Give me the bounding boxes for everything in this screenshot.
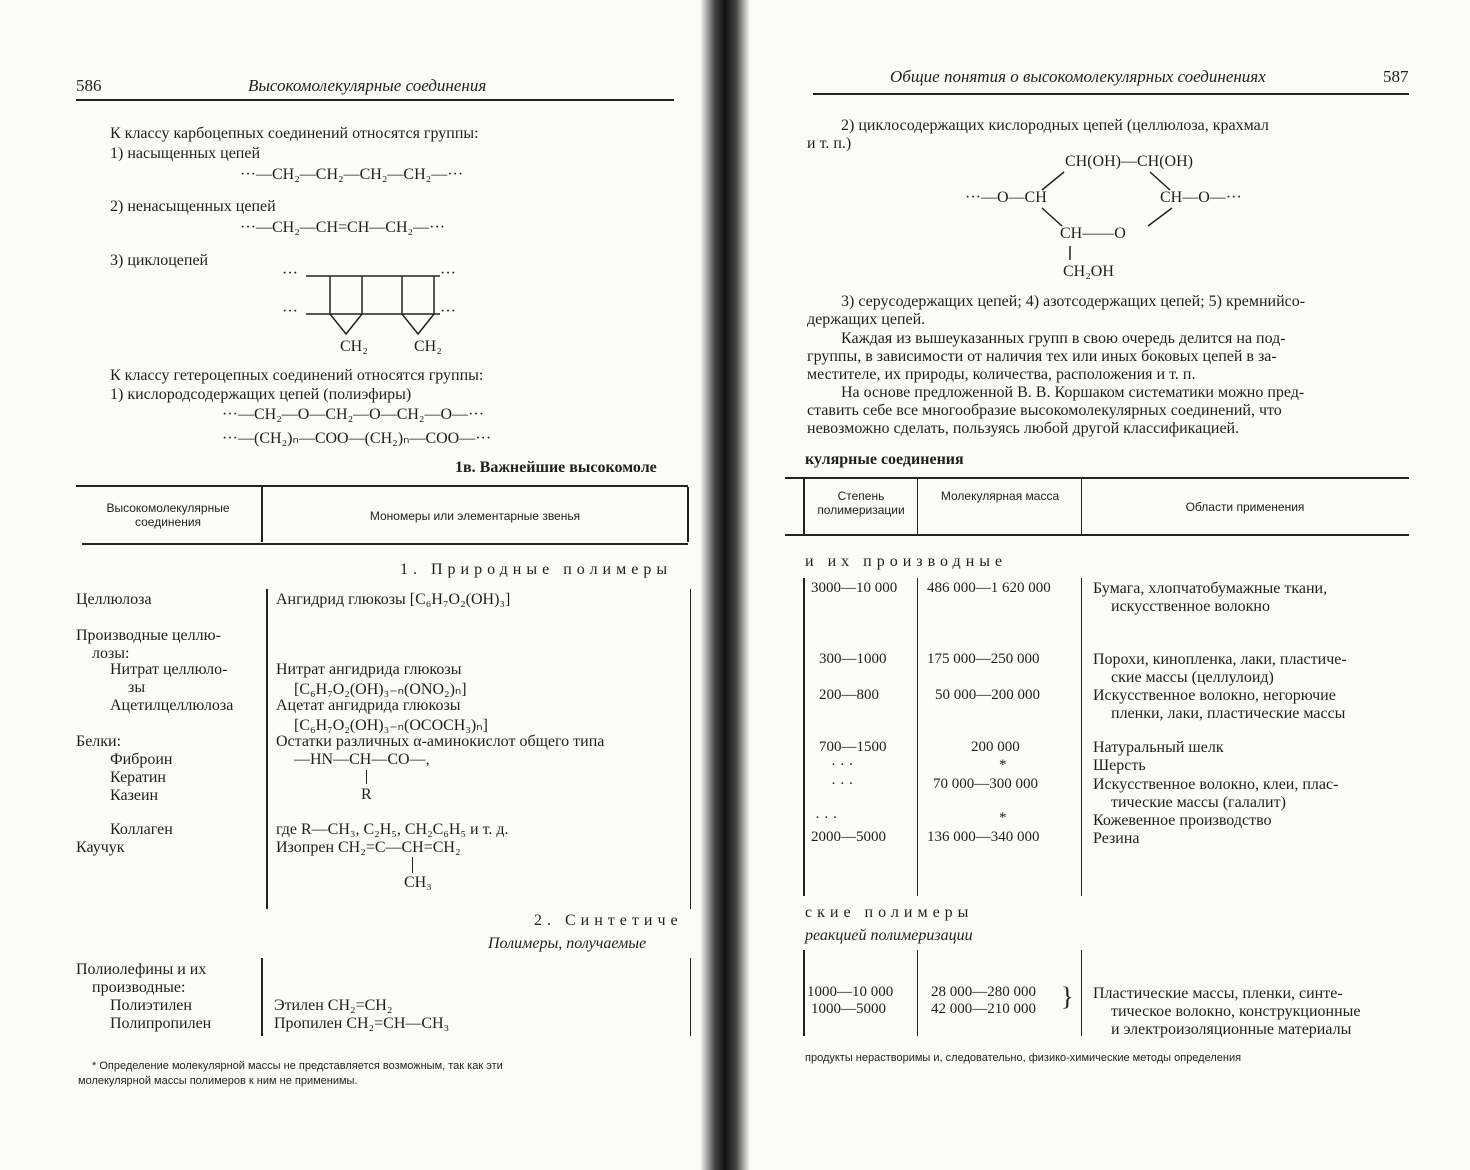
- col-divider: [803, 578, 805, 896]
- row-keratin: Кератин: [110, 769, 166, 786]
- col-divider: [266, 589, 268, 909]
- r8-application: Резина: [1093, 830, 1140, 847]
- col-header-mass: Молекулярная масса: [940, 489, 1060, 503]
- cyclo-ch2-left: CH₂: [340, 338, 368, 355]
- para-subgroups-line1: Каждая из вышеуказанных групп в свою очередь делится на под-: [841, 330, 1286, 347]
- r9-mass-pp: 42 000—210 000: [931, 1001, 1036, 1017]
- col-header-applications: Области применения: [1185, 500, 1305, 514]
- para-subgroups-line3: местителе, их природы, количества, расположения и т. п.: [807, 366, 1196, 383]
- r6-application: Искусственное волокно, клеи, плас-: [1093, 776, 1339, 793]
- r8-degree: 2000—5000: [811, 829, 886, 845]
- heterochain-intro: К классу гетероцепных соединений относятся группы:: [110, 367, 484, 384]
- footnote-line2: молекулярной массы полимеров к ним не применимы.: [78, 1075, 358, 1087]
- row-nitrate: Нитрат целлюло-: [110, 661, 228, 678]
- cellulose-ring-diagram: [960, 150, 1280, 280]
- col-header-compounds: Высокомолекулярные соединения: [106, 501, 230, 529]
- r6-mass: 70 000—300 000: [933, 776, 1038, 792]
- r6-application-cont: тические массы (галалит): [1111, 794, 1286, 811]
- item-cyclo-oxygen: 2) циклосодержащих кислородных цепей (целлюлоза, крахмал: [841, 117, 1269, 134]
- para-korshak-line1: На основе предложенной В. В. Коршаком систематики можно пред-: [841, 384, 1305, 401]
- ring-left: ···—O—CH: [965, 189, 1047, 206]
- formula-polyether: ···—CH₂—O—CH₂—O—CH₂—O—···: [222, 406, 485, 423]
- item-polyesters: 1) кислородсодержащих цепей (полиэфиры): [110, 386, 412, 403]
- amino-acid-chain: —HN—CH—CO—,: [294, 751, 430, 768]
- subsection-synthetic-cont: реакцией полимеризации: [805, 927, 973, 944]
- r9-degree-pe: 1000—10 000: [807, 984, 894, 1000]
- r3-application: Искусственное волокно, негорючие: [1093, 687, 1336, 704]
- r9-mass-pe: 28 000—280 000: [931, 984, 1036, 1000]
- formula-polyester: ···—(CH₂)ₙ—COO—(CH₂)ₙ—COO—···: [222, 430, 492, 447]
- isoprene-ch3: CH₃: [404, 874, 432, 891]
- dots-bottom-right: ···: [440, 303, 456, 320]
- amino-acid-r: R: [361, 786, 372, 803]
- section-synthetic-cont: ские полимеры: [805, 904, 974, 921]
- row-rubber-monomer: Изопрен CH₂=C—CH=CH₂: [276, 839, 461, 856]
- row-polyolefins: Полиолефины и их: [76, 961, 207, 978]
- r2-application-cont: ские массы (целлулоид): [1111, 669, 1274, 686]
- table-header-rule: [785, 534, 1409, 536]
- table-header-rule: [82, 543, 688, 545]
- r9-application: Пластические массы, пленки, синте-: [1093, 985, 1343, 1002]
- para-groups-line1: 3) серусодержащих цепей; 4) азотсодержащих цепей; 5) кремнийсо-: [841, 293, 1306, 310]
- formula-unsaturated: ···—CH₂—CH=CH—CH₂—···: [240, 219, 446, 236]
- page-number-left: 586: [76, 76, 102, 95]
- ring-right: CH—O—···: [1160, 189, 1242, 206]
- ring-top: CH(OH)—CH(OH): [1065, 153, 1193, 170]
- table-title-right: кулярные соединения: [805, 451, 964, 468]
- r3-mass: 50 000—200 000: [935, 687, 1040, 703]
- row-fibroin: Фиброин: [110, 751, 173, 768]
- para-korshak-line3: невозможно сделать, пользуясь любой другой классификацией.: [807, 420, 1240, 437]
- row-rubber: Каучук: [76, 839, 125, 856]
- col-divider: [803, 479, 805, 534]
- item-cyclo: 3) циклоцепей: [110, 252, 209, 269]
- item-unsaturated: 2) ненасыщенных цепей: [110, 198, 276, 215]
- row-cell-deriv: Производные целлю-: [76, 627, 221, 644]
- table-top-rule: [785, 477, 1409, 479]
- row-proteins: Белки:: [76, 733, 122, 750]
- item-saturated: 1) насыщенных цепей: [110, 145, 261, 162]
- right-page: [735, 0, 1470, 1170]
- r1-application-cont: искусственное волокно: [1111, 598, 1270, 615]
- col-divider: [690, 589, 691, 909]
- row-cell-deriv-cont: лозы:: [92, 645, 130, 662]
- footnote-line1: * Определение молекулярной массы не представляется возможным, так как эти: [92, 1060, 503, 1072]
- r9-application-cont2: и электроизоляционные материалы: [1111, 1021, 1352, 1038]
- r9-degree-pp: 1000—5000: [811, 1001, 886, 1017]
- brace-icon: }: [1061, 982, 1074, 1011]
- row-acetyl: Ацетилцеллюлоза: [110, 697, 234, 714]
- r5-degree: · · ·: [831, 757, 854, 773]
- col-divider: [1081, 578, 1082, 896]
- row-polypropylene-monomer: Пропилен CH₂=CH—CH₃: [274, 1015, 450, 1032]
- amino-acid-bond: [366, 770, 367, 784]
- col-header-monomers: Мономеры или элементарные звенья: [369, 509, 581, 523]
- col-header-degree: Степень полимеризации: [817, 489, 905, 517]
- formula-saturated: ···—CH₂—CH₂—CH₂—CH₂—···: [240, 166, 464, 183]
- row-casein: Казеин: [110, 787, 159, 804]
- row-polypropylene: Полипропилен: [110, 1015, 212, 1032]
- dots-top-right: ···: [440, 265, 456, 282]
- r8-mass: 136 000—340 000: [927, 829, 1040, 845]
- r1-degree: 3000—10 000: [811, 580, 898, 596]
- r4-application: Натуральный шелк: [1093, 739, 1224, 756]
- header-rule: [76, 99, 674, 101]
- row-nitrate-monomer: Нитрат ангидрида глюкозы: [276, 661, 462, 678]
- table-title-left: 1в. Важнейшие высокомоле: [455, 459, 657, 476]
- r2-degree: 300—1000: [819, 651, 887, 667]
- carbochain-intro: К классу карбоцепных соединений относятся группы:: [110, 125, 479, 142]
- col-divider: [1081, 950, 1082, 1036]
- row-polyethylene: Полиэтилен: [110, 997, 192, 1014]
- left-page: [0, 0, 715, 1170]
- col-divider: [690, 958, 691, 1036]
- para-subgroups-line2: группы, в зависимости от наличия тех или иных боковых цепей в за-: [807, 348, 1277, 365]
- cyclochain-diagram: [280, 265, 490, 358]
- dots-bottom-left: ···: [282, 303, 298, 320]
- page-number-right: 587: [1383, 67, 1409, 86]
- r2-application: Порохи, кинопленка, лаки, пластиче-: [1093, 651, 1347, 668]
- header-rule: [813, 93, 1409, 95]
- ring-ch2oh: CH₂OH: [1063, 263, 1114, 280]
- row-nitrate-formula: [C₆H₇O₂(OH)₃₋ₙ(ONO₂)ₙ]: [294, 681, 467, 698]
- r4-mass: 200 000: [971, 739, 1020, 755]
- running-head-left: Высокомолекулярные соединения: [248, 76, 487, 95]
- isoprene-bond: [412, 857, 413, 873]
- col-divider: [803, 950, 805, 1036]
- running-head-right: Общие понятия о высокомолекулярных соединениях: [890, 67, 1266, 86]
- row-collagen-note: где R—CH₃, C₂H₅, CH₂C₆H₅ и т. д.: [276, 821, 509, 838]
- row-collagen: Коллаген: [110, 821, 173, 838]
- row-proteins-monomer: Остатки различных α-аминокислот общего типа: [276, 733, 605, 750]
- para-groups-line2: держащих цепей.: [807, 311, 926, 328]
- row-cellulose: Целлюлоза: [76, 591, 152, 608]
- r4-degree: 700—1500: [819, 739, 887, 755]
- r5-application: Шерсть: [1093, 757, 1146, 774]
- r7-mass: *: [999, 810, 1007, 826]
- col-divider: [261, 958, 263, 1036]
- col-divider: [917, 578, 918, 896]
- r5-mass: *: [999, 757, 1007, 773]
- col-divider: [1081, 479, 1082, 534]
- dots-top-left: ···: [282, 265, 298, 282]
- cyclo-ch2-right: CH₂: [414, 338, 442, 355]
- row-nitrate-cont: зы: [128, 679, 146, 696]
- footnote-right: продукты нерастворимы и, следовательно, физико-химические методы определения: [805, 1052, 1242, 1064]
- row-polyolefins-cont: производные:: [92, 979, 186, 996]
- col-divider: [687, 487, 689, 542]
- para-korshak-line2: ставить себе все многообразие высокомолекулярных соединений, что: [807, 402, 1282, 419]
- subsection-synthetic: Полимеры, получаемые: [488, 935, 647, 952]
- col-divider: [261, 487, 263, 542]
- r2-mass: 175 000—250 000: [927, 651, 1040, 667]
- table-top-rule: [76, 485, 688, 487]
- row-polyethylene-monomer: Этилен CH₂=CH₂: [274, 997, 393, 1014]
- r6-degree: · · ·: [831, 776, 854, 792]
- r3-degree: 200—800: [819, 687, 879, 703]
- row-acetyl-formula: [C₆H₇O₂(OH)₃₋ₙ(OCOCH₃)ₙ]: [294, 717, 488, 734]
- r7-application: Кожевенное производство: [1093, 812, 1272, 829]
- section-natural-cont: и их производные: [805, 553, 1008, 570]
- item-cyclo-oxygen-cont: и т. п.): [807, 135, 852, 152]
- r9-application-cont: тическое волокно, конструкционные: [1111, 1003, 1361, 1020]
- col-divider: [917, 479, 918, 534]
- section-natural: 1. Природные полимеры: [400, 561, 673, 578]
- r1-mass: 486 000—1 620 000: [927, 580, 1051, 596]
- col-divider: [917, 950, 918, 1036]
- r7-degree: · · ·: [815, 810, 838, 826]
- row-cellulose-monomer: Ангидрид глюкозы [C₆H₇O₂(OH)₃]: [276, 591, 511, 608]
- r1-application: Бумага, хлопчатобумажные ткани,: [1093, 580, 1328, 597]
- section-synthetic: 2. Синтетиче: [534, 912, 683, 929]
- ring-bottom: CH——O: [1060, 225, 1126, 242]
- r3-application-cont: пленки, лаки, пластические массы: [1111, 705, 1346, 722]
- row-acetyl-monomer: Ацетат ангидрида глюкозы: [276, 697, 461, 714]
